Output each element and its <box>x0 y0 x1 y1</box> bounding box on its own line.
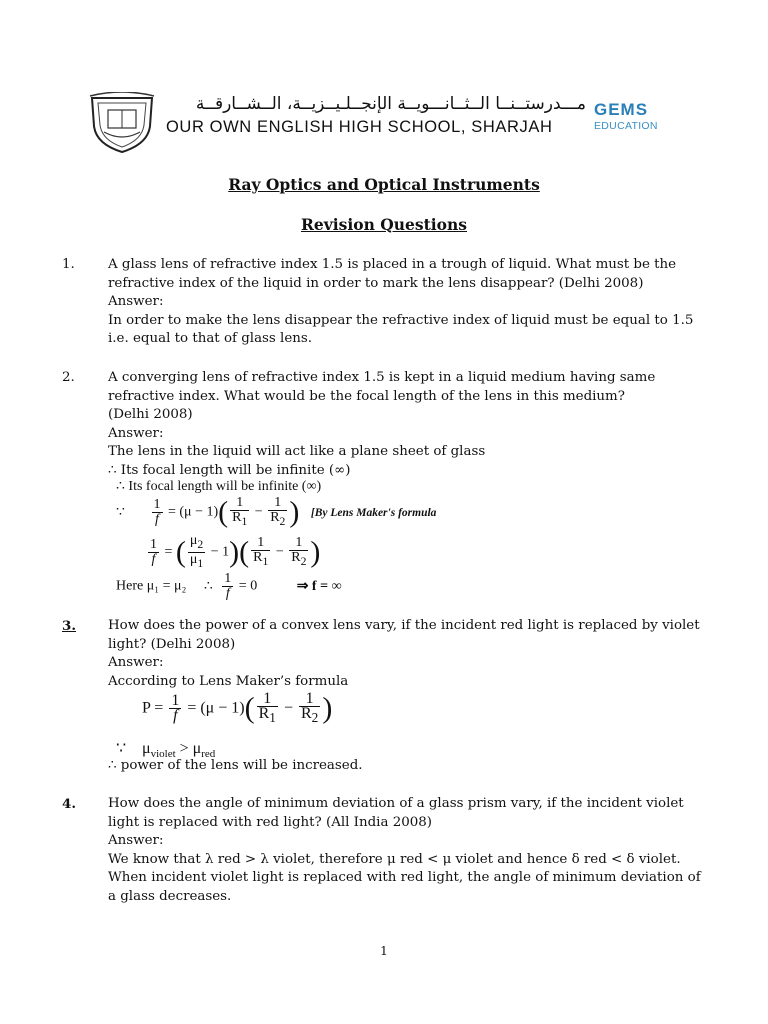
page-number: 1 <box>380 944 388 958</box>
question-line: A converging lens of refractive index 1.5 is kept in a liquid medium having same <box>108 370 656 385</box>
answer-line: In order to make the lens disappear the refractive index of liquid must be equal to 1.5 <box>108 312 694 328</box>
answer-line: i.e. equal to that of glass lens. <box>108 331 313 347</box>
answer-line: ∴ Its focal length will be infinite (∞) <box>108 462 351 478</box>
gems-logo <box>594 100 658 132</box>
question-3 <box>62 617 712 691</box>
answer-line: According to Lens Maker’s formula <box>108 673 349 689</box>
school-name-arabic: مـــدرستــنــا الــثــانـــويــة الإنجــلـيــزيــة، الــشــارقــة <box>195 94 586 114</box>
answer-line: The lens in the liquid will act like a plane sheet of glass <box>108 444 486 460</box>
question-1 <box>62 256 712 349</box>
question-number: 4. <box>62 796 76 812</box>
document-title: Ray Optics and Optical Instruments <box>228 175 540 194</box>
question-4 <box>62 795 712 907</box>
equation-here: Here μ₁ = μ₂ <box>116 578 187 594</box>
question-line: How does the power of a convex lens vary, if the incident red light is replaced by violet <box>108 618 700 633</box>
answer-line: We know that λ red > λ violet, therefore μ red < μ violet and hence δ red < δ violet. <box>108 851 681 867</box>
question-line: refractive index. What would be the focal length of the lens in this medium? <box>108 388 625 404</box>
equation-conclusion: Here μ₁ = μ₂ ∴ $\frac{1}{f}$ = 0 ⇒ f = ∞ <box>116 571 342 601</box>
school-crest-icon <box>88 92 156 154</box>
document-subtitle: Revision Questions <box>301 215 467 234</box>
equation-mu-compare: ∵ $\mu_{violet} > \mu_{red}$ <box>116 740 216 761</box>
gems-education-text: EDUCATION <box>594 120 658 132</box>
question-number: 3. <box>62 618 76 634</box>
question-2 <box>62 369 712 481</box>
answer-label: Answer: <box>108 833 164 849</box>
school-header <box>88 92 668 156</box>
gems-logo-text: GEMS <box>594 100 649 119</box>
equation-result: ⇒ f = ∞ <box>296 578 342 594</box>
question-line: A glass lens of refractive index 1.5 is placed in a trough of liquid. What must be the <box>108 257 677 272</box>
question-line: light is replaced with red light? (All India 2008) <box>108 814 432 830</box>
question-line: (Delhi 2008) <box>108 407 193 423</box>
question-number: 1. <box>62 257 75 272</box>
equation-relative-index: $\frac{1}{f}$ = ( $\frac{\mu_2}{\mu_1}$ − 1)( $\frac{1}{R_1}$ − $\frac{1}{R_2}$ ) <box>150 533 321 570</box>
question-number: 2. <box>62 370 75 385</box>
equation-lens-maker: ∵ $\frac{1}{f}$ = (μ − 1)( $\frac{1}{R_1}$ − $\frac{1}{R_2}$ ) [By Lens Maker's formula <box>116 495 437 529</box>
answer-line: When incident violet light is replaced with red light, the angle of minimum deviation of <box>108 870 701 886</box>
equation-power: P = $\frac{1}{f}$ = (μ − 1)( $\frac{1}{R_1}$ − $\frac{1}{R_2}$ ) <box>142 690 333 726</box>
answer-label: Answer: <box>108 294 164 310</box>
question-3-conclusion <box>62 757 712 776</box>
school-name-english: OUR OWN ENGLISH HIGH SCHOOL, SHARJAH <box>166 118 553 136</box>
lens-maker-note: [By Lens Maker's formula <box>310 506 437 519</box>
question-line: How does the angle of minimum deviation of a glass prism vary, if the incident violet <box>108 796 684 811</box>
question-line: refractive index of the liquid in order to mark the lens disappear? (Delhi 2008) <box>108 275 644 291</box>
answer-label: Answer: <box>108 655 164 671</box>
answer-line: ∴ power of the lens will be increased. <box>108 758 363 773</box>
answer-label: Answer: <box>108 425 164 441</box>
question-line: light? (Delhi 2008) <box>108 636 236 652</box>
equation-focal-infinite: ∴ Its focal length will be infinite (∞) <box>116 479 322 494</box>
answer-line: a glass decreases. <box>108 888 232 904</box>
